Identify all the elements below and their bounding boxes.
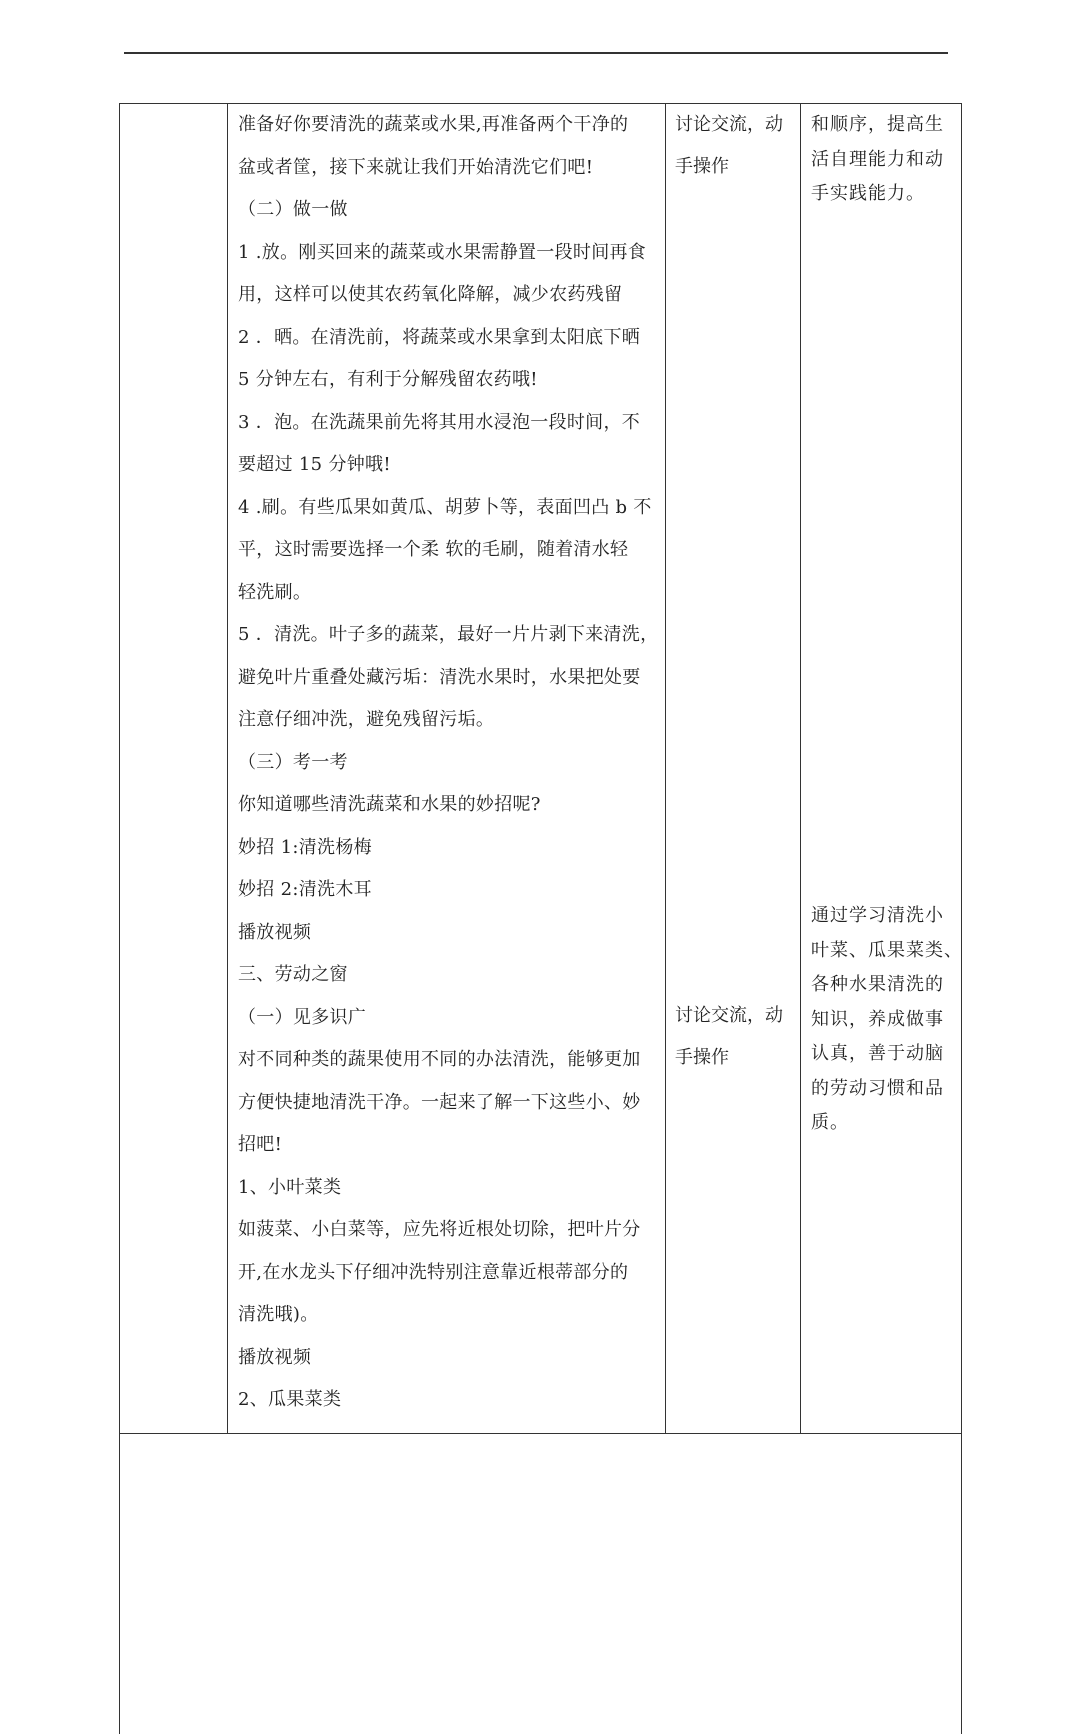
text-line: 轻洗刷。: [238, 581, 312, 603]
text-line: 妙招 1:清洗杨梅: [238, 836, 372, 858]
text-line: 讨论交流，动: [675, 1005, 783, 1026]
text-line: 平，这时需要选择一个柔 软的毛刷，随着清水轻: [238, 539, 629, 560]
text-line: 通过学习清洗小: [811, 905, 944, 926]
text-line: 妙招 2:清洗木耳: [238, 879, 372, 900]
text-line: 清洗哦)。: [238, 1304, 319, 1325]
section-heading: （一）见多识广: [238, 1006, 367, 1028]
text-line: 要超过 15 分钟哦!: [238, 454, 391, 475]
text-line: 各种水果清洗的: [811, 974, 944, 995]
design-intent-cell-top: [811, 108, 955, 212]
text-line: 的劳动习惯和品: [811, 1077, 944, 1099]
student-activity-cell-bottom: [675, 995, 795, 1079]
text-line: 手操作: [675, 1047, 729, 1068]
text-line: 5 ．清洗。叶子多的蔬菜，最好一片片剥下来清洗，: [238, 624, 659, 645]
text-line: 5 分钟左右，有利于分解残留农药哦!: [238, 369, 538, 390]
text-line: 准备好你要清洗的蔬菜或水果,再准备两个干净的: [238, 114, 629, 135]
text-line: 手实践能力。: [811, 183, 925, 204]
text-line: 手操作: [675, 156, 729, 177]
text-line: 对不同种类的蔬果使用不同的办法清洗，能够更加: [238, 1049, 641, 1070]
text-line: 4 .刷。有些瓜果如黄瓜、胡萝卜等，表面凹凸 b 不: [238, 496, 652, 518]
section-heading: （三）考一考: [238, 751, 348, 773]
text-line: 播放视频: [238, 1346, 312, 1368]
text-line: 活自理能力和动: [811, 148, 944, 170]
text-line: 质。: [811, 1112, 849, 1133]
table-bottom-border: [119, 1433, 962, 1434]
text-line: 知识，养成做事: [811, 1008, 944, 1030]
teaching-process-cell: [238, 104, 658, 1422]
text-line: 3 ．泡。在洗蔬果前先将其用水浸泡一段时间，不: [238, 411, 641, 433]
text-line: 1、小叶菜类: [238, 1176, 342, 1198]
column-divider-2: [665, 103, 666, 1434]
column-divider-3: [800, 103, 801, 1434]
text-line: 招吧!: [238, 1134, 283, 1155]
text-line: 讨论交流，动: [675, 114, 783, 135]
text-line: 盆或者筐，接下来就让我们开始清洗它们吧!: [238, 156, 594, 178]
text-line: 方便快捷地清洗干净。一起来了解一下这些小、妙: [238, 1091, 641, 1113]
text-line: 避免叶片重叠处藏污垢：清洗水果时，水果把处要: [238, 666, 641, 688]
section-heading: 三、劳动之窗: [238, 964, 348, 985]
page-header-rule: [124, 52, 948, 54]
column-divider-1: [227, 103, 228, 1434]
text-line: 注意仔细冲洗，避免残留污垢。: [238, 709, 495, 730]
text-line: 叶菜、瓜果菜类、: [811, 939, 963, 961]
text-line: 开,在水龙头下仔细冲洗特别注意靠近根蒂部分的: [238, 1261, 629, 1283]
text-line: 用，这样可以使其农药氧化降解，减少农药残留: [238, 284, 623, 305]
text-line: 2、瓜果菜类: [238, 1389, 342, 1410]
text-line: 认真，善于动脑: [811, 1043, 944, 1064]
text-line: 播放视频: [238, 921, 312, 943]
text-line: 1 .放。刚买回来的蔬菜或水果需静置一段时间再食: [238, 241, 647, 263]
text-line: 2 ．晒。在清洗前，将蔬菜或水果拿到太阳底下晒: [238, 326, 641, 348]
text-line: 如菠菜、小白菜等，应先将近根处切除，把叶片分: [238, 1219, 641, 1240]
section-heading: （二）做一做: [238, 199, 348, 220]
design-intent-cell-bottom: [811, 899, 963, 1141]
text-line: 和顺序，提高生: [811, 114, 944, 135]
student-activity-cell-top: [675, 104, 795, 188]
text-line: 你知道哪些清洗蔬菜和水果的妙招呢?: [238, 794, 541, 815]
